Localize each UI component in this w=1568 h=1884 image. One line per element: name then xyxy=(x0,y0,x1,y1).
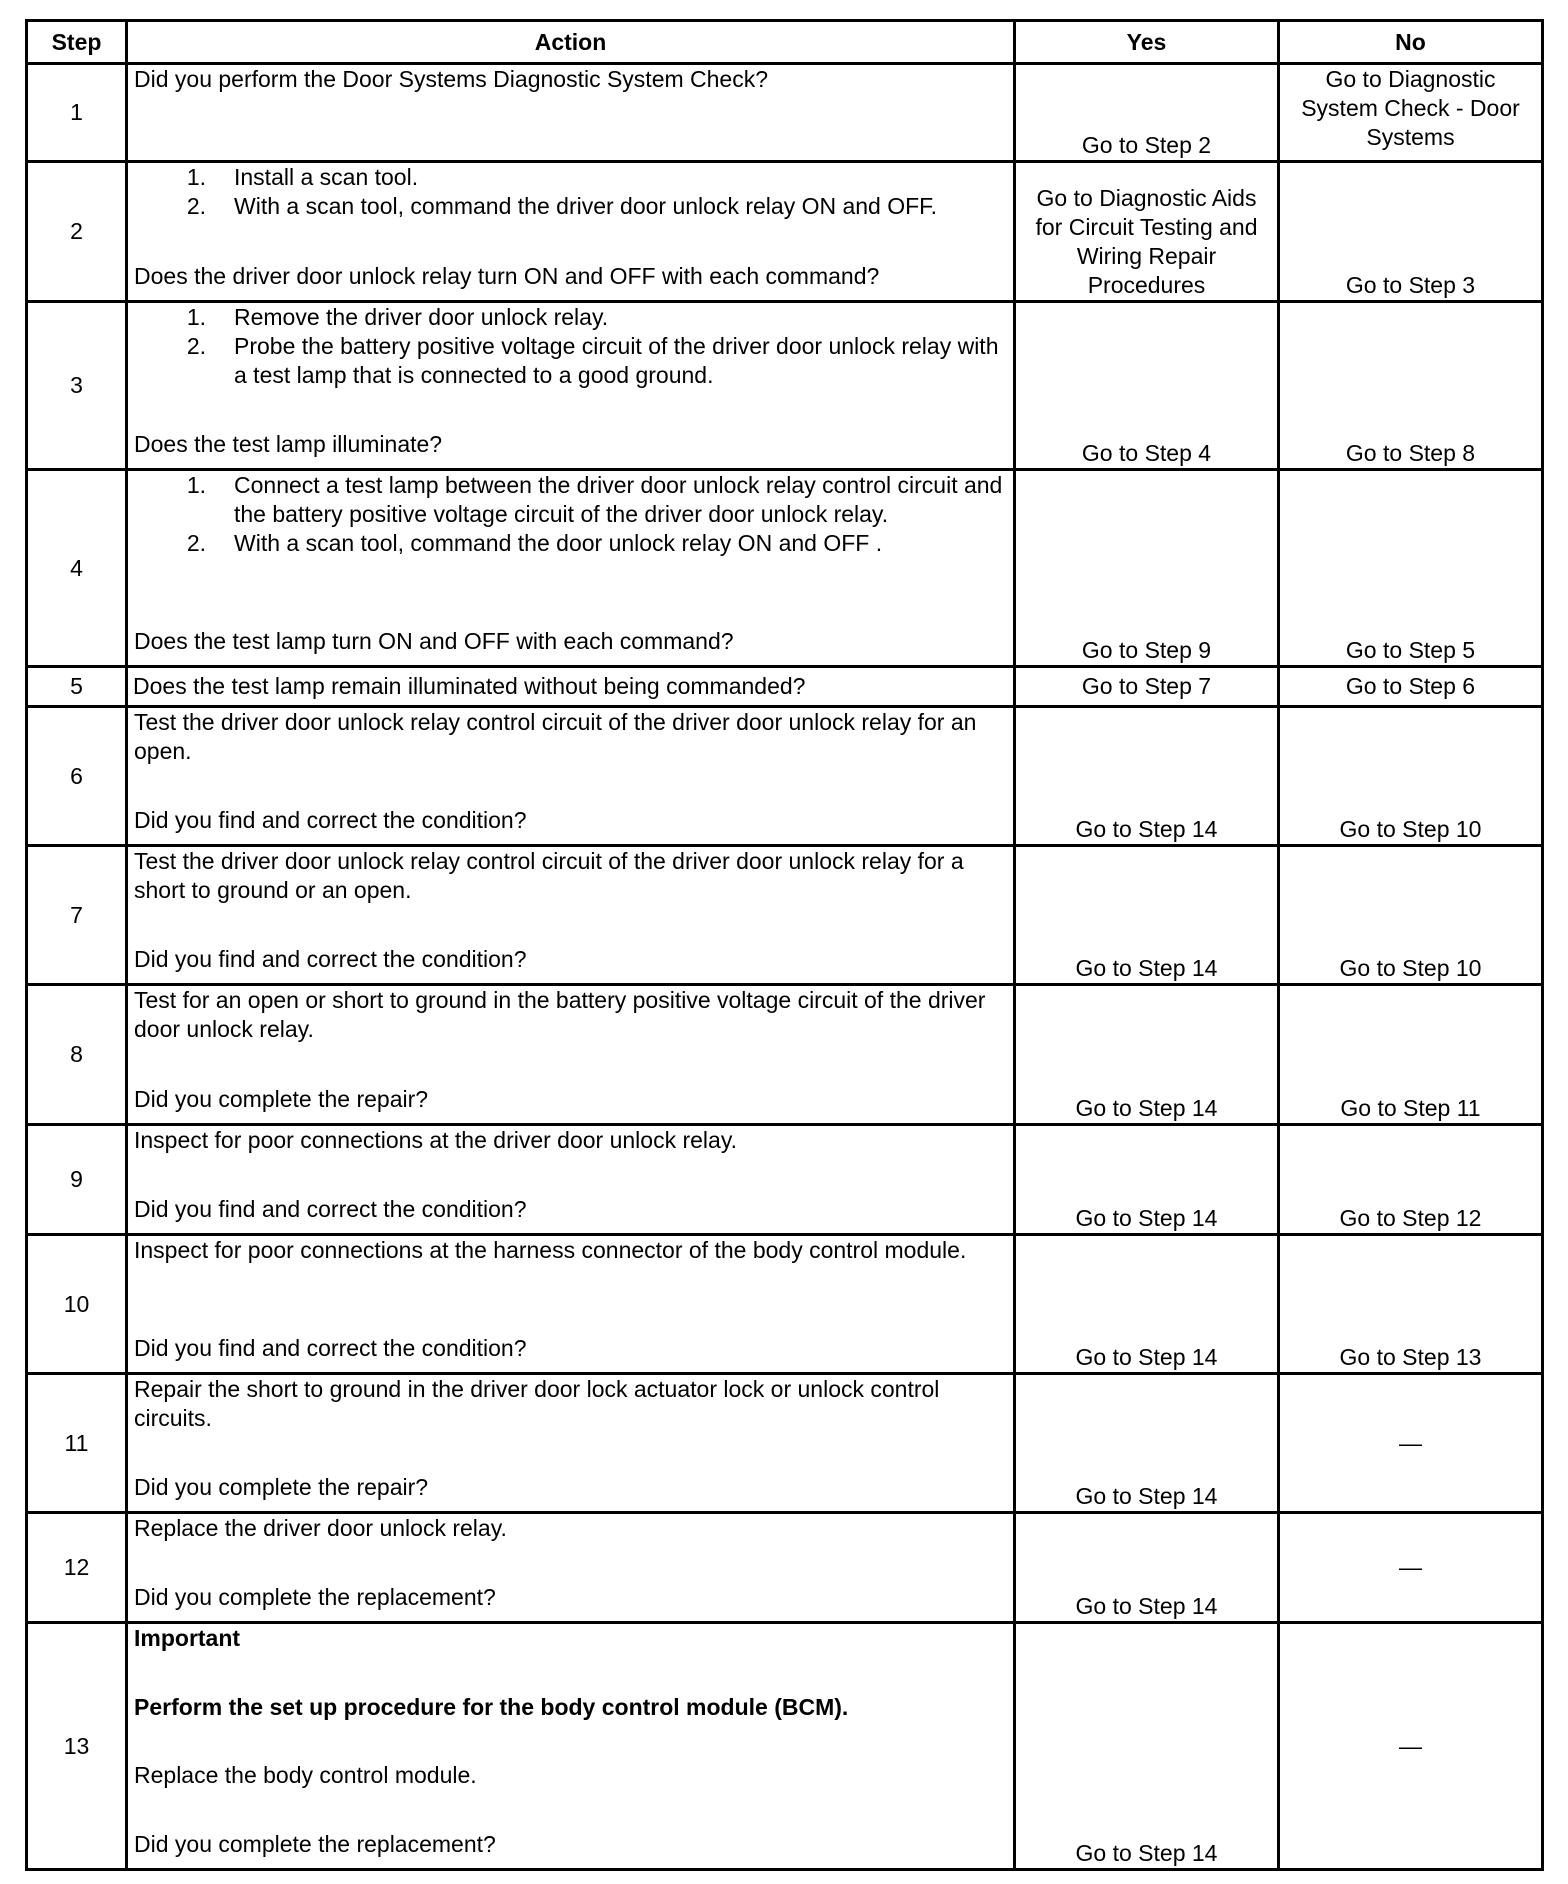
action-intro: Test the driver door unlock relay control circuit of the driver door unlock relay for a short to ground or an open. xyxy=(134,848,964,903)
action-cell xyxy=(127,1623,1015,1870)
action-cell xyxy=(127,302,1015,470)
header-step: Step xyxy=(27,21,127,64)
yes-cell: Go to Step 4 xyxy=(1015,302,1279,470)
table-row xyxy=(27,302,1543,470)
list-item: 2. Probe the battery positive voltage circuit of the driver door unlock relay with a test lamp that is connected to a good ground. xyxy=(186,333,999,388)
no-cell: — xyxy=(1279,1374,1543,1513)
action-intro: Did you perform the Door Systems Diagnostic System Check? xyxy=(134,66,769,92)
action-cell xyxy=(127,846,1015,985)
step-number: 11 xyxy=(27,1374,127,1513)
action-question: Did you complete the repair? xyxy=(134,1474,429,1500)
action-question: Did you complete the repair? xyxy=(134,1086,429,1112)
table-row xyxy=(27,1235,1543,1374)
no-cell: — xyxy=(1279,1623,1543,1870)
action-intro: Does the test lamp remain illuminated without being commanded? xyxy=(133,673,806,699)
table-row xyxy=(27,846,1543,985)
action-cell xyxy=(127,162,1015,302)
action-intro: Replace the body control module. xyxy=(134,1762,477,1789)
no-cell: Go to Step 5 xyxy=(1279,470,1543,667)
diagnostic-table xyxy=(25,19,1544,1871)
yes-cell: Go to Step 14 xyxy=(1015,1125,1279,1235)
header-action: Action xyxy=(127,21,1015,64)
action-cell xyxy=(127,1235,1015,1374)
yes-cell: Go to Step 7 xyxy=(1015,667,1279,707)
list-item: 2. With a scan tool, command the driver door unlock relay ON and OFF. xyxy=(186,193,938,219)
yes-cell: Go to Step 14 xyxy=(1015,1513,1279,1623)
table-row xyxy=(27,1125,1543,1235)
action-intro: Test for an open or short to ground in the battery positive voltage circuit of the driver door unlock relay. xyxy=(134,987,986,1042)
step-number: 6 xyxy=(27,707,127,846)
action-list xyxy=(134,163,1007,221)
action-list xyxy=(134,303,1007,390)
step-number: 13 xyxy=(27,1623,127,1870)
table-row xyxy=(27,64,1543,162)
action-list xyxy=(134,471,1007,558)
step-number: 8 xyxy=(27,985,127,1125)
table-row xyxy=(27,667,1543,707)
yes-cell: Go to Step 14 xyxy=(1015,707,1279,846)
action-question: Does the test lamp illuminate? xyxy=(134,431,443,457)
yes-cell: Go to Diagnostic Aids for Circuit Testing and Wiring Repair Procedures xyxy=(1015,162,1279,302)
table-row xyxy=(27,1623,1543,1870)
table-row xyxy=(27,1374,1543,1513)
action-cell xyxy=(127,667,1015,707)
list-item: 1. Connect a test lamp between the driver door unlock relay control circuit and the battery positive voltage circuit of the driver door unlock relay. xyxy=(186,472,1003,527)
action-cell xyxy=(127,707,1015,846)
no-cell: Go to Diagnostic System Check - Door Systems xyxy=(1279,64,1543,162)
step-number: 9 xyxy=(27,1125,127,1235)
list-item: 1. Install a scan tool. xyxy=(186,164,419,190)
list-item: 2. With a scan tool, command the door unlock relay ON and OFF . xyxy=(186,530,883,556)
action-cell xyxy=(127,64,1015,162)
action-intro: Inspect for poor connections at the driver door unlock relay. xyxy=(134,1127,738,1153)
header-no: No xyxy=(1279,21,1543,64)
action-intro: Replace the driver door unlock relay. xyxy=(134,1515,507,1541)
table-row xyxy=(27,985,1543,1125)
yes-cell: Go to Step 14 xyxy=(1015,1623,1279,1870)
action-intro: Repair the short to ground in the driver door lock actuator lock or unlock control circuits. xyxy=(134,1376,940,1431)
step-number: 12 xyxy=(27,1513,127,1623)
no-cell: Go to Step 10 xyxy=(1279,846,1543,985)
table-row xyxy=(27,1513,1543,1623)
yes-cell: Go to Step 14 xyxy=(1015,1374,1279,1513)
yes-cell: Go to Step 14 xyxy=(1015,1235,1279,1374)
table-row xyxy=(27,162,1543,302)
action-cell xyxy=(127,1374,1015,1513)
action-intro: Test the driver door unlock relay control circuit of the driver door unlock relay for an open. xyxy=(134,709,977,764)
action-intro: Inspect for poor connections at the harness connector of the body control module. xyxy=(134,1237,967,1263)
no-cell: Go to Step 3 xyxy=(1279,162,1543,302)
step-number: 2 xyxy=(27,162,127,302)
step-number: 7 xyxy=(27,846,127,985)
no-cell: Go to Step 10 xyxy=(1279,707,1543,846)
no-cell: — xyxy=(1279,1513,1543,1623)
step-number: 4 xyxy=(27,470,127,667)
action-question: Did you find and correct the condition? xyxy=(134,1196,527,1222)
header-yes: Yes xyxy=(1015,21,1279,64)
yes-cell: Go to Step 14 xyxy=(1015,846,1279,985)
important-text: Perform the set up procedure for the body control module (BCM). xyxy=(134,1693,849,1720)
table-row xyxy=(27,707,1543,846)
action-question: Did you find and correct the condition? xyxy=(134,946,527,972)
no-cell: Go to Step 11 xyxy=(1279,985,1543,1125)
yes-cell: Go to Step 9 xyxy=(1015,470,1279,667)
table-row xyxy=(27,470,1543,667)
yes-cell: Go to Step 14 xyxy=(1015,985,1279,1125)
step-number: 5 xyxy=(27,667,127,707)
header-row xyxy=(27,21,1543,64)
action-cell xyxy=(127,1513,1015,1623)
step-number: 3 xyxy=(27,302,127,470)
action-question: Does the driver door unlock relay turn ON and OFF with each command? xyxy=(134,263,880,289)
no-cell: Go to Step 12 xyxy=(1279,1125,1543,1235)
action-question: Does the test lamp turn ON and OFF with each command? xyxy=(134,628,734,654)
no-cell: Go to Step 6 xyxy=(1279,667,1543,707)
important-heading: Important xyxy=(134,1625,241,1651)
no-cell: Go to Step 13 xyxy=(1279,1235,1543,1374)
step-number: 10 xyxy=(27,1235,127,1374)
step-number: 1 xyxy=(27,64,127,162)
action-cell xyxy=(127,1125,1015,1235)
no-cell: Go to Step 8 xyxy=(1279,302,1543,470)
action-question: Did you find and correct the condition? xyxy=(134,1335,527,1361)
action-question: Did you complete the replacement? xyxy=(134,1830,496,1857)
yes-cell: Go to Step 2 xyxy=(1015,64,1279,162)
list-item: 1. Remove the driver door unlock relay. xyxy=(186,304,609,330)
action-question: Did you complete the replacement? xyxy=(134,1584,496,1610)
action-cell xyxy=(127,985,1015,1125)
action-cell xyxy=(127,470,1015,667)
action-question: Did you find and correct the condition? xyxy=(134,807,527,833)
